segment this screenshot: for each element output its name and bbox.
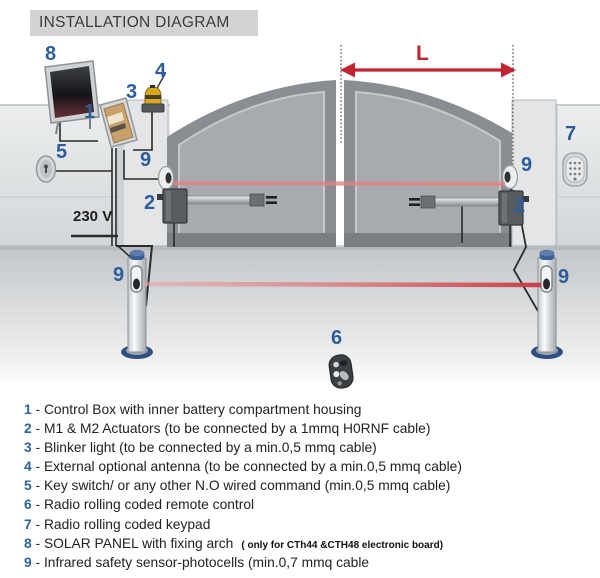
legend-item: 2 - M1 & M2 Actuators (to be connected by a 1mmq H0RNF cable)	[24, 421, 431, 437]
ir-beam-gate	[173, 183, 505, 184]
legend-item-text: Infrared safety sensor-photocells (min.0,7 mmq cable	[43, 554, 370, 570]
legend-item-text: M1 & M2 Actuators (to be connected by a 1mmq H0RNF cable)	[43, 421, 431, 437]
legend-item-number: 2	[24, 421, 32, 437]
radio-keypad	[563, 153, 587, 186]
legend-item: 9 - Infrared safety sensor-photocells (min.0,7 mmq cable	[24, 554, 370, 570]
label-actuator-left: 2	[144, 192, 156, 214]
legend-item-text: Control Box with inner battery compartment housing	[43, 402, 362, 417]
label-blinker: 3	[126, 81, 138, 103]
gate-right-leaf	[344, 80, 512, 247]
label-gate-width-L: L	[416, 42, 429, 65]
legend	[24, 402, 590, 574]
legend-item-text: Blinker light (to be connected by a min.0,5 mmq cable)	[43, 440, 377, 456]
label-photocell-gate-right: 9	[521, 154, 533, 176]
legend-item-number: 3	[24, 440, 32, 456]
legend-item-number: 4	[24, 459, 32, 475]
legend-item: 6 - Radio rolling coded remote control	[24, 497, 255, 513]
legend-item-number: 5	[24, 478, 32, 494]
legend-item: 5 - Key switch/ or any other N.O wired command (min.0,5 mmq cable)	[24, 478, 451, 494]
legend-item: 7 - Radio rolling coded keypad	[24, 516, 211, 532]
photocell-gate-left	[159, 167, 174, 190]
label-photocell-post-right: 9	[558, 266, 570, 288]
legend-item-text: SOLAR PANEL with fixing arch	[43, 535, 234, 551]
label-key-switch: 5	[56, 141, 68, 163]
legend-item-number: 8	[24, 535, 32, 551]
legend-item-number: 7	[24, 516, 32, 532]
legend-item: 4 - External optional antenna (to be connected by a min.0,5 mmq cable)	[24, 459, 462, 475]
legend-item-number: 9	[24, 554, 32, 570]
label-photocell-gate-left: 9	[140, 149, 152, 171]
key-switch	[37, 156, 56, 182]
label-solar-panel: 8	[45, 43, 57, 65]
label-keypad: 7	[565, 123, 577, 145]
ground	[0, 245, 600, 388]
legend-item-text: Radio rolling coded remote control	[43, 497, 255, 513]
label-remote: 6	[331, 327, 343, 349]
legend-item: 1 - Control Box with inner battery compartment housing	[24, 402, 362, 417]
legend-item: 8 - SOLAR PANEL with fixing arch ( only for CTh44 &CTH48 electronic board)	[24, 535, 444, 551]
label-control-box: 1	[84, 101, 96, 123]
blinker-light	[142, 85, 164, 112]
gate-left-leaf	[167, 80, 336, 247]
label-actuator-right: 2	[514, 195, 526, 217]
ir-beam-posts	[144, 284, 541, 285]
legend-item: 3 - Blinker light (to be connected by a min.0,5 mmq cable)	[24, 440, 377, 456]
legend-item-number: 1	[24, 402, 32, 417]
legend-item-number: 6	[24, 497, 32, 513]
page-title: INSTALLATION DIAGRAM	[30, 10, 258, 36]
legend-item-text: External optional antenna (to be connected by a min.0,5 mmq cable)	[43, 459, 462, 475]
label-photocell-post-left: 9	[113, 264, 125, 286]
legend-item-text: Radio rolling coded keypad	[43, 516, 211, 532]
label-230v: 230 V	[73, 208, 113, 225]
label-antenna: 4	[155, 60, 167, 82]
legend-item-note: ( only for CTh44 &CTH48 electronic board)	[241, 539, 444, 551]
legend-item-text: Key switch/ or any other N.O wired command (min.0,5 mmq cable)	[43, 478, 451, 494]
